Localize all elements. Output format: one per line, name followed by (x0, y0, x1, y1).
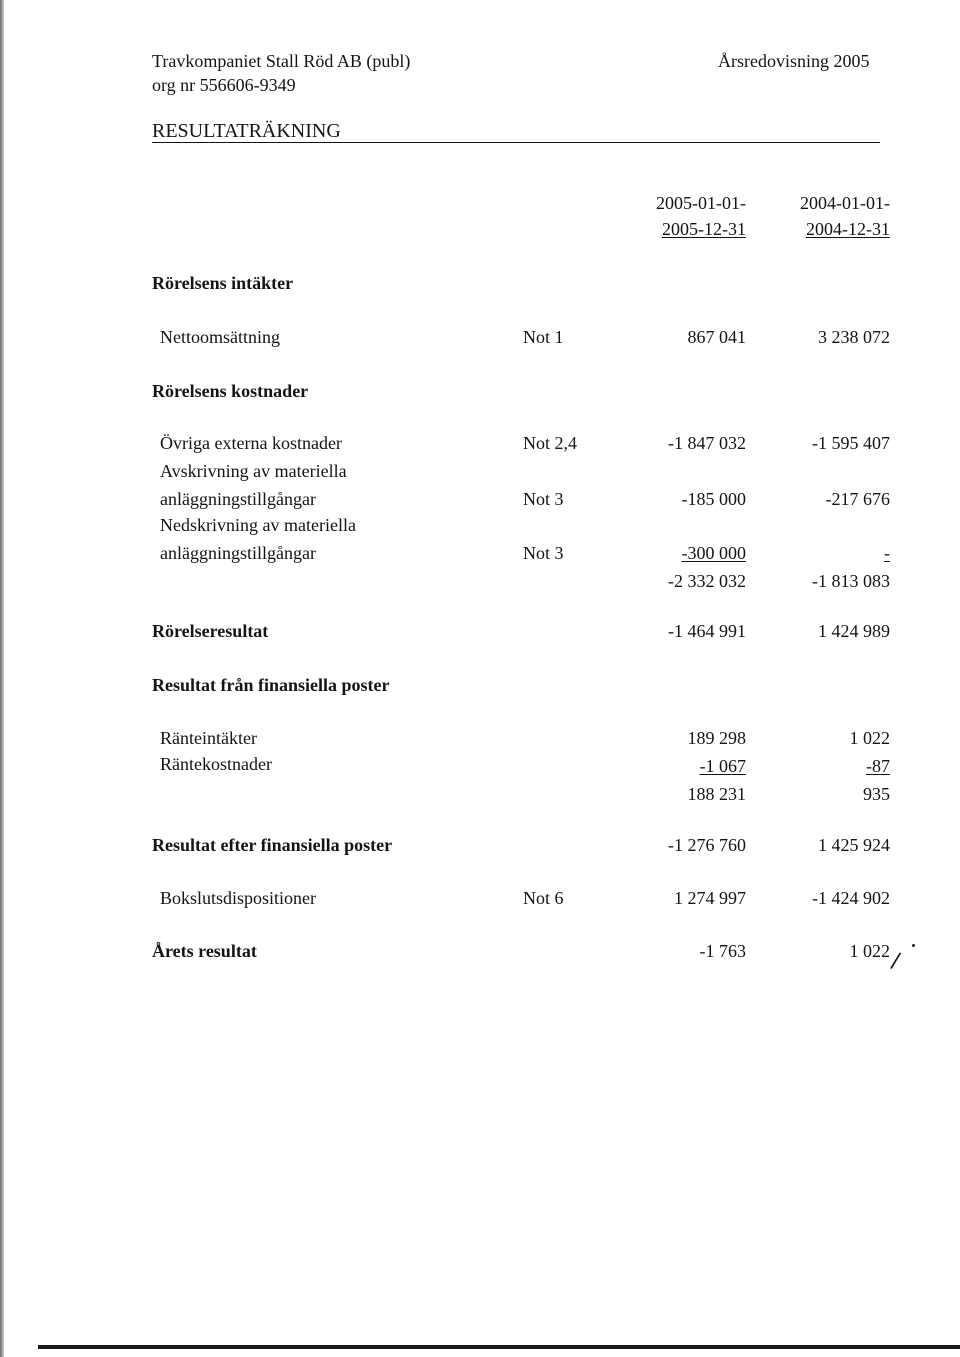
net-result-current: -1 763 (699, 941, 746, 961)
after-financial-prior: 1 425 924 (818, 835, 890, 855)
appropriations-label: Bokslutsdispositioner (160, 888, 317, 908)
handwritten-check-mark: / (889, 945, 903, 976)
impairment-label-line1: Nedskrivning av materiella (160, 515, 356, 535)
operating-result-label: Rörelseresultat (152, 621, 269, 641)
external-costs-current: -1 847 032 (668, 433, 746, 453)
appropriations-current: 1 274 997 (674, 888, 746, 908)
current-period-to-text: 2005-12-31 (662, 219, 746, 239)
appropriations-prior: -1 424 902 (812, 888, 890, 908)
impairment-prior (690, 542, 890, 564)
report-name: Årsredovisning 2005 (718, 51, 870, 71)
appropriations-note: Not 6 (523, 888, 564, 908)
prior-period-to-text: 2004-12-31 (806, 219, 890, 239)
interest-expense-prior-text: -87 (866, 756, 890, 776)
impairment-prior-text: - (884, 543, 890, 563)
interest-income-label: Ränteintäkter (160, 728, 257, 748)
net-sales-prior: 3 238 072 (818, 327, 890, 347)
depreciation-current: -185 000 (681, 489, 746, 509)
costs-heading: Rörelsens kostnader (152, 381, 309, 401)
operating-result-prior: 1 424 989 (818, 621, 890, 641)
external-costs-label: Övriga externa kostnader (160, 433, 342, 453)
current-period-from: 2005-01-01- (656, 193, 746, 213)
financial-heading: Resultat från finansiella poster (152, 675, 390, 695)
cost-total-current: -2 332 032 (668, 571, 746, 591)
net-sales-note: Not 1 (523, 327, 564, 347)
net-sales-current: 867 041 (687, 327, 746, 347)
impairment-note: Not 3 (523, 543, 564, 563)
page-title: RESULTATRÄKNING (152, 120, 341, 142)
net-result-label: Årets resultat (152, 941, 257, 961)
depreciation-prior: -217 676 (825, 489, 890, 509)
company-name: Travkompaniet Stall Röd AB (publ) (152, 51, 411, 71)
depreciation-label-line1: Avskrivning av materiella (160, 461, 347, 481)
interest-expense-prior (690, 755, 890, 777)
cost-total-prior: -1 813 083 (812, 571, 890, 591)
net-sales-label: Nettoomsättning (160, 327, 280, 347)
operating-result-current: -1 464 991 (668, 621, 746, 641)
after-financial-label: Resultat efter finansiella poster (152, 835, 393, 855)
impairment-label-line2: anläggningstillgångar (160, 543, 316, 563)
title-underline (152, 142, 880, 143)
external-costs-note: Not 2,4 (523, 433, 577, 453)
financial-total-current: 188 231 (687, 784, 746, 804)
revenue-heading: Rörelsens intäkter (152, 273, 294, 293)
scan-left-edge (0, 0, 4, 1357)
financial-total-prior: 935 (863, 784, 890, 804)
prior-period-to (690, 218, 890, 240)
impairment-current-text: -300 000 (681, 543, 746, 563)
interest-income-current: 189 298 (687, 728, 746, 748)
interest-expense-label: Räntekostnader (160, 754, 272, 774)
prior-period-from: 2004-01-01- (800, 193, 890, 213)
net-result-prior: 1 022 (849, 941, 890, 961)
ink-speck (912, 944, 915, 947)
depreciation-label-line2: anläggningstillgångar (160, 489, 316, 509)
interest-income-prior: 1 022 (849, 728, 890, 748)
after-financial-current: -1 276 760 (668, 835, 746, 855)
depreciation-note: Not 3 (523, 489, 564, 509)
external-costs-prior: -1 595 407 (812, 433, 890, 453)
bottom-rule (38, 1345, 960, 1349)
org-number: org nr 556606-9349 (152, 75, 296, 95)
interest-expense-current-text: -1 067 (699, 756, 746, 776)
